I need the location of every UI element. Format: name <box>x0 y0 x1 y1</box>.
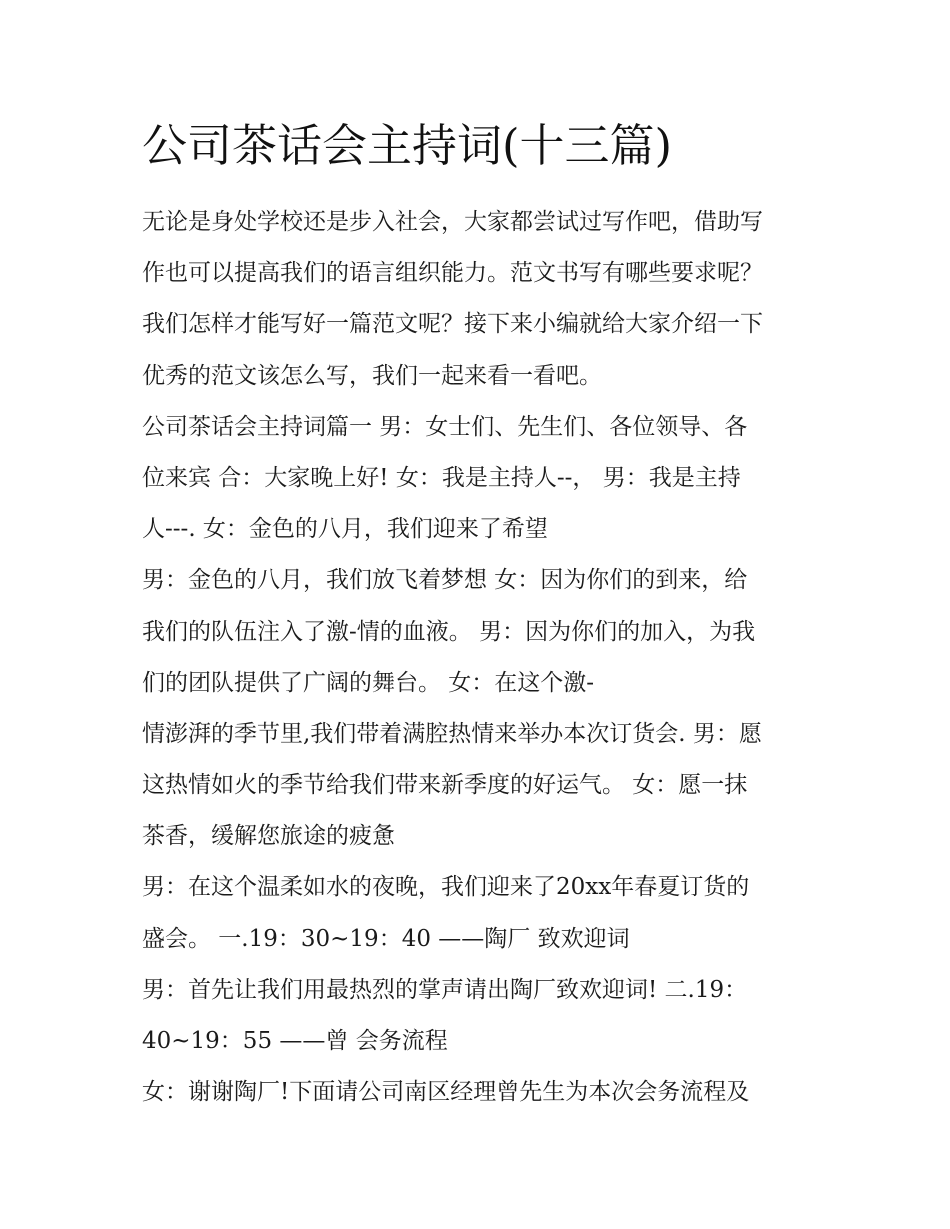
body-line: 优秀的范文该怎么写，我们一起来看一看吧。 <box>142 362 602 389</box>
body-line: 盛会。 一.19：30~19：40 ——陶厂 致欢迎词 <box>142 925 630 952</box>
body-line: 男：金色的八月，我们放飞着梦想 女：因为你们的到来，给 <box>142 567 748 594</box>
body-line: 无论是身处学校还是步入社会，大家都尝试过写作吧，借助写 <box>142 209 763 235</box>
body-line: 公司茶话会主持词篇一 男：女士们、先生们、各位领导、各 <box>142 413 748 440</box>
body-line: 男：首先让我们用最热烈的掌声请出陶厂致欢迎词! 二.19： <box>142 976 748 1003</box>
body-line: 女：谢谢陶厂!下面请公司南区经理曾先生为本次会务流程及 <box>142 1079 750 1106</box>
body-line: 们的团队提供了广阔的舞台。 女：在这个激- <box>142 669 595 696</box>
body-line: 40~19：55 ——曾 会务流程 <box>142 1028 448 1054</box>
body-line: 位来宾 合：大家晚上好! 女：我是主持人--， 男：我是主持 <box>142 464 741 491</box>
document-title: 公司茶话会主持词(十三篇) <box>142 119 673 172</box>
body-line: 这热情如火的季节给我们带来新季度的好运气。 女：愿一抹 <box>142 772 748 799</box>
document-body <box>142 197 763 1118</box>
body-line: 情澎湃的季节里,我们带着满腔热情来举办本次订货会. 男：愿 <box>142 720 762 747</box>
body-line: 我们的队伍注入了激-情的血液。 男：因为你们的加入，为我 <box>142 618 756 645</box>
body-line: 茶香，缓解您旅途的疲惫 <box>142 823 395 850</box>
body-line: 我们怎样才能写好一篇范文呢？接下来小编就给大家介绍一下 <box>142 311 763 338</box>
body-line: 作也可以提高我们的语言组织能力。范文书写有哪些要求呢？ <box>142 260 763 287</box>
body-line: 男：在这个温柔如水的夜晚，我们迎来了20xx年春夏订货的 <box>142 874 750 901</box>
body-line: 人---. 女：金色的八月，我们迎来了希望 <box>142 516 548 543</box>
